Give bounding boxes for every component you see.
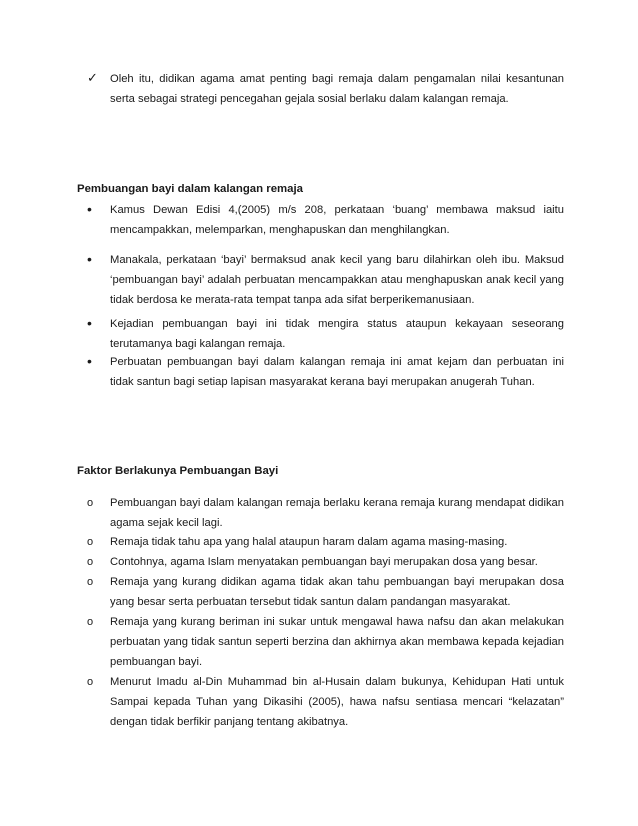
list-item: [77, 250, 564, 310]
list-item-text: Remaja tidak tahu apa yang halal ataupun haram dalam agama masing-masing.: [110, 536, 508, 548]
heading-text: Pembuangan bayi dalam kalangan remaja: [77, 183, 303, 195]
list-item-text: Manakala, perkataan ‘bayi’ bermaksud anak kecil yang baru dilahirkan oleh ibu. Maksud ‘pembuangan bayi’ adalah perbuatan mencampakkan atau menghapuskan anak kecil yang tidak berdosa ke merata-rata tempat tanpa ada sifat berperikemanusiaan.: [110, 254, 564, 306]
list-item: [77, 672, 564, 732]
list-item: [77, 612, 564, 672]
list-item: [77, 572, 564, 612]
circle-bullet-icon: o: [87, 576, 94, 588]
section-heading-pembuangan: [77, 183, 303, 195]
list-item-text: Perbuatan pembuangan bayi dalam kalangan remaja ini amat kejam dan perbuatan ini tidak santun bagi setiap lapisan masyarakat kerana bayi merupakan anugerah Tuhan.: [110, 356, 564, 388]
list-item-text: Menurut Imadu al-Din Muhammad bin al-Husain dalam bukunya, Kehidupan Hati untuk Sampai kepada Tuhan yang Dikasihi (2005), hawa nafsu sentiasa mencari “kelazatan” dengan tidak berfikir panjang tentang akibatnya.: [110, 676, 564, 728]
circle-bullet-icon: o: [87, 556, 94, 568]
list-item-text: Remaja yang kurang didikan agama tidak akan tahu pembuangan bayi merupakan dosa yang besar serta perbuatan tersebut tidak santun dalam pandangan masyarakat.: [110, 576, 564, 608]
circle-bullet-icon: o: [87, 536, 94, 548]
list-item-text: Contohnya, agama Islam menyatakan pembuangan bayi merupakan dosa yang besar.: [110, 556, 538, 568]
section-heading-faktor: [77, 465, 278, 477]
bullet-icon: •: [87, 315, 92, 331]
bullet-icon: •: [87, 201, 92, 217]
list-item-text: Kejadian pembuangan bayi ini tidak mengira status ataupun kekayaan seseorang terutamanya bagi kalangan remaja.: [110, 318, 564, 350]
heading-text: Faktor Berlakunya Pembuangan Bayi: [77, 465, 279, 477]
list-item: [77, 493, 564, 533]
list-item-text: Remaja yang kurang beriman ini sukar untuk mengawal hawa nafsu dan akan melakukan perbuatan yang tidak santun seperti berzina dan akhirnya akan membawa kepada kejadian pembuangan bayi.: [110, 616, 564, 668]
checkmark-icon: ✓: [87, 70, 98, 85]
bullet-icon: •: [87, 251, 92, 267]
list-item-text: Pembuangan bayi dalam kalangan remaja berlaku kerana remaja kurang mendapat didikan agama sejak kecil lagi.: [110, 497, 564, 529]
list-item: [77, 532, 564, 552]
list-item-text: Kamus Dewan Edisi 4,(2005) m/s 208, perkataan ‘buang’ membawa maksud iaitu mencampakkan, melemparkan, menghapuskan dan menghilangkan.: [110, 204, 564, 236]
intro-item: [77, 69, 564, 109]
intro-text: Oleh itu, didikan agama amat penting bagi remaja dalam pengamalan nilai kesantunan serta sebagai strategi pencegahan gejala sosial berlaku dalam kalangan remaja.: [110, 73, 564, 105]
list-item: [77, 314, 564, 354]
list-item: [77, 352, 564, 392]
circle-bullet-icon: o: [87, 497, 94, 509]
list-item: [77, 552, 564, 572]
circle-bullet-icon: o: [87, 676, 94, 688]
circle-bullet-icon: o: [87, 616, 94, 628]
bullet-icon: •: [87, 353, 92, 369]
list-item: [77, 200, 564, 240]
